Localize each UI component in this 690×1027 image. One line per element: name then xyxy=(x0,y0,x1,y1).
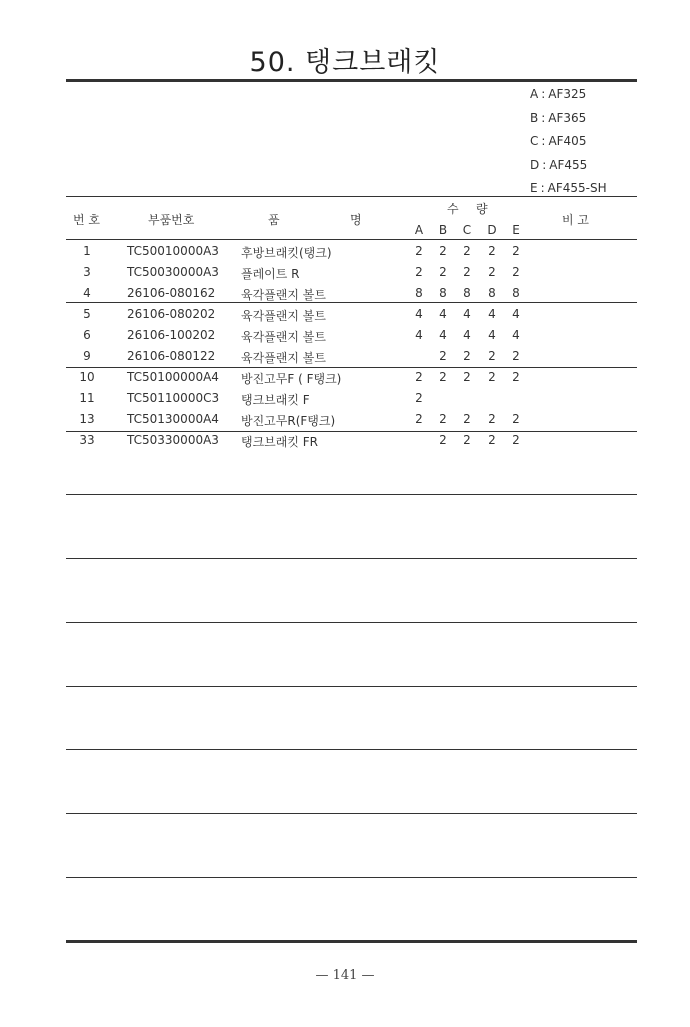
header-bottom-rule xyxy=(66,239,637,240)
row-part-number: 26106-080122 xyxy=(127,349,216,363)
row-qty-a: 2 xyxy=(415,391,423,405)
qty-column-header: D xyxy=(487,223,497,237)
blank-rule xyxy=(66,494,637,495)
row-qty-e: 4 xyxy=(512,307,520,321)
row-qty-c: 2 xyxy=(463,349,471,363)
row-qty-a: 4 xyxy=(415,307,423,321)
title-rule xyxy=(66,79,637,82)
model-separator: : xyxy=(542,157,547,172)
row-qty-e: 2 xyxy=(512,412,520,426)
row-number: 11 xyxy=(79,391,95,405)
model-separator: : xyxy=(540,181,545,195)
row-part-name: 탱크브래킷 F xyxy=(241,393,310,407)
row-qty-c: 2 xyxy=(463,412,471,426)
row-qty-c: 2 xyxy=(463,265,471,279)
header-no: 번 호 xyxy=(73,213,100,227)
row-part-number: TC50010000A3 xyxy=(127,244,219,258)
row-qty-b: 2 xyxy=(439,349,447,363)
blank-rule xyxy=(66,813,637,814)
row-qty-d: 4 xyxy=(488,328,496,342)
row-part-name: 육각플랜지 볼트 xyxy=(241,288,326,302)
header-part-no: 부품번호 xyxy=(148,213,195,227)
model-name: AF325 xyxy=(548,87,587,101)
table-row xyxy=(0,328,690,349)
model-name: AF455-SH xyxy=(547,181,607,195)
model-legend-item xyxy=(530,181,607,195)
row-part-number: 26106-100202 xyxy=(127,328,216,342)
row-qty-d: 2 xyxy=(488,349,496,363)
row-qty-c: 8 xyxy=(463,286,471,300)
row-qty-e: 2 xyxy=(512,433,520,447)
row-qty-e: 4 xyxy=(512,328,520,342)
model-name: AF405 xyxy=(548,134,587,148)
row-part-number: TC50130000A4 xyxy=(127,412,219,426)
model-code: B xyxy=(530,110,539,125)
row-part-name: 방진고무F ( F탱크) xyxy=(241,372,342,386)
table-row xyxy=(0,433,690,454)
blank-rule xyxy=(66,622,637,623)
row-qty-a: 2 xyxy=(415,244,423,258)
row-qty-a: 4 xyxy=(415,328,423,342)
table-row xyxy=(0,244,690,265)
footer-rule xyxy=(66,940,637,943)
blank-rule xyxy=(66,686,637,687)
model-legend-item xyxy=(530,87,586,101)
table-row xyxy=(0,265,690,286)
row-part-number: TC50110000C3 xyxy=(127,391,220,405)
qty-column-header: C xyxy=(462,223,472,237)
qty-column-header: B xyxy=(438,223,448,237)
table-row xyxy=(0,370,690,391)
row-part-name: 후방브래킷(탱크) xyxy=(241,246,332,260)
row-qty-c: 2 xyxy=(463,433,471,447)
row-qty-e: 2 xyxy=(512,370,520,384)
row-part-name: 방진고무R(F탱크) xyxy=(241,414,336,428)
model-legend-item xyxy=(530,158,587,172)
row-part-name: 탱크브래킷 FR xyxy=(241,435,319,449)
row-number: 10 xyxy=(79,370,95,384)
row-number: 33 xyxy=(79,433,95,447)
row-qty-d: 2 xyxy=(488,244,496,258)
row-qty-a: 2 xyxy=(415,265,423,279)
model-legend-item xyxy=(530,111,586,125)
row-qty-e: 2 xyxy=(512,349,520,363)
header-top-rule xyxy=(66,196,637,197)
row-qty-e: 2 xyxy=(512,265,520,279)
row-qty-b: 2 xyxy=(439,244,447,258)
row-part-name: 육각플랜지 볼트 xyxy=(241,330,326,344)
row-part-number: TC50030000A3 xyxy=(127,265,219,279)
row-qty-a: 8 xyxy=(415,286,423,300)
group-rule xyxy=(66,302,637,303)
model-separator: : xyxy=(541,134,546,148)
row-number: 3 xyxy=(83,265,91,279)
row-number: 9 xyxy=(83,349,91,363)
qty-column-header: A xyxy=(414,223,424,237)
row-qty-c: 4 xyxy=(463,307,471,321)
row-qty-b: 4 xyxy=(439,307,447,321)
model-code: E xyxy=(530,181,538,195)
row-qty-d: 4 xyxy=(488,307,496,321)
header-qty-1: 수 xyxy=(447,202,459,216)
header-qty-2: 량 xyxy=(476,202,488,216)
model-code: A xyxy=(530,87,539,101)
row-qty-c: 2 xyxy=(463,244,471,258)
row-number: 1 xyxy=(83,244,91,258)
model-name: AF455 xyxy=(549,157,588,172)
model-code: D xyxy=(530,157,540,172)
qty-column-header: E xyxy=(512,223,520,237)
row-part-number: 26106-080162 xyxy=(127,286,216,300)
row-qty-d: 2 xyxy=(488,433,496,447)
row-part-name: 육각플랜지 볼트 xyxy=(241,351,326,365)
row-qty-d: 2 xyxy=(488,370,496,384)
header-remarks: 비 고 xyxy=(562,213,589,227)
row-qty-b: 2 xyxy=(439,433,447,447)
row-qty-e: 2 xyxy=(512,244,520,258)
row-qty-d: 2 xyxy=(488,412,496,426)
row-qty-a: 2 xyxy=(415,412,423,426)
page-title: 50. 탱크브래킷 xyxy=(249,47,441,78)
row-qty-d: 2 xyxy=(488,265,496,279)
row-part-name: 육각플랜지 볼트 xyxy=(241,309,326,323)
row-part-number: TC50330000A3 xyxy=(127,433,219,447)
row-part-number: 26106-080202 xyxy=(127,307,216,321)
row-part-name: 플레이트 R xyxy=(241,267,300,281)
model-separator: : xyxy=(541,87,546,101)
table-row xyxy=(0,391,690,412)
row-number: 6 xyxy=(83,328,91,342)
table-row xyxy=(0,412,690,433)
blank-rule xyxy=(66,877,637,878)
row-qty-e: 8 xyxy=(512,286,520,300)
row-qty-b: 4 xyxy=(439,328,447,342)
row-part-number: TC50100000A4 xyxy=(127,370,219,384)
table-row xyxy=(0,286,690,307)
blank-rule xyxy=(66,749,637,750)
group-rule xyxy=(66,431,637,432)
page-number: — 141 — xyxy=(315,968,375,983)
model-separator: : xyxy=(541,110,546,125)
row-qty-b: 8 xyxy=(439,286,447,300)
row-qty-b: 2 xyxy=(439,412,447,426)
header-name-2: 명 xyxy=(350,213,362,227)
row-qty-a: 2 xyxy=(415,370,423,384)
row-qty-b: 2 xyxy=(439,265,447,279)
row-number: 13 xyxy=(79,412,95,426)
row-qty-c: 4 xyxy=(463,328,471,342)
model-legend-item xyxy=(530,134,586,148)
row-qty-d: 8 xyxy=(488,286,496,300)
model-code: C xyxy=(530,134,539,148)
blank-rule xyxy=(66,558,637,559)
table-row xyxy=(0,307,690,328)
model-name: AF365 xyxy=(548,110,587,125)
row-qty-b: 2 xyxy=(439,370,447,384)
row-number: 4 xyxy=(83,286,91,300)
row-number: 5 xyxy=(83,307,91,321)
header-name-1: 품 xyxy=(268,213,280,227)
group-rule xyxy=(66,367,637,368)
row-qty-c: 2 xyxy=(463,370,471,384)
